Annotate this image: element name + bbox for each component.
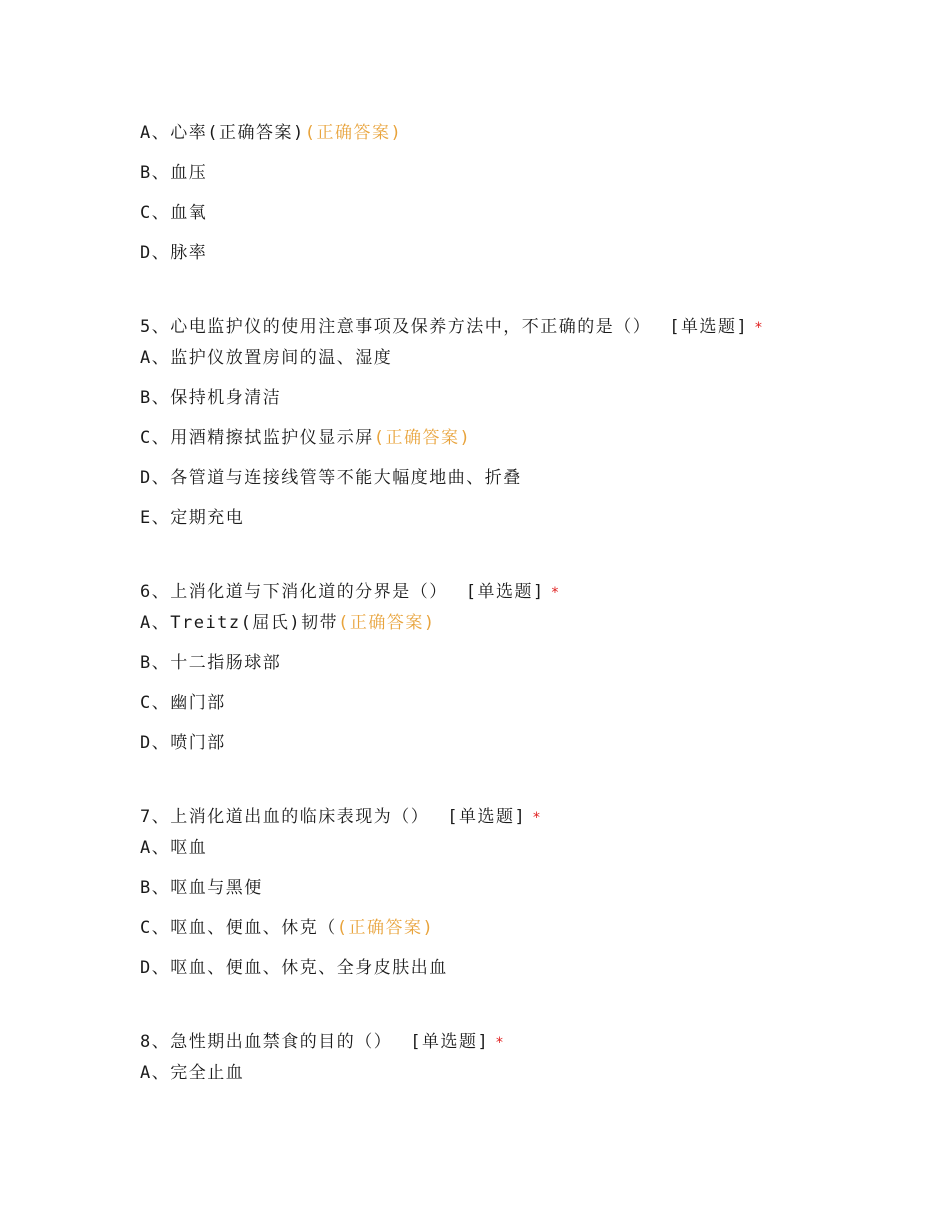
option-q8-a (140, 1062, 244, 1084)
option-q6-c (140, 692, 226, 714)
question-text: 6、上消化道与下消化道的分界是（） (140, 582, 448, 602)
question-text: 7、上消化道出血的临床表现为（） (140, 807, 430, 827)
option-text: C、幽门部 (140, 693, 226, 713)
question-text: 5、心电监护仪的使用注意事项及保养方法中，不正确的是（） (140, 317, 652, 337)
option-text: D、喷门部 (140, 733, 226, 753)
question-text: 8、急性期出血禁食的目的（） (140, 1032, 393, 1052)
option-q7-c (140, 917, 434, 939)
option-text: B、呕血与黑便 (140, 878, 263, 898)
option-q6-a (140, 612, 436, 634)
option-q4-c (140, 202, 207, 224)
option-text: C、血氧 (140, 203, 208, 223)
option-text: A、Treitz(屈氏)韧带 (140, 613, 339, 633)
option-q5-d (140, 467, 522, 489)
question-type: [单选题] (447, 807, 527, 827)
option-q6-b (140, 652, 281, 674)
required-asterisk: * (495, 1035, 506, 1051)
question-5-title (140, 316, 764, 339)
required-asterisk: * (754, 320, 765, 336)
option-text: C、用酒精擦拭监护仪显示屏 (140, 428, 374, 448)
option-q5-c (140, 427, 471, 449)
option-text: A、呕血 (140, 838, 208, 858)
option-text: E、定期充电 (140, 508, 245, 528)
option-q5-a (140, 347, 392, 369)
question-type: [单选题] (465, 582, 545, 602)
required-asterisk: * (532, 810, 543, 826)
correct-answer-marker: (正确答案) (338, 613, 436, 633)
option-text: B、十二指肠球部 (140, 653, 282, 673)
option-q7-a (140, 837, 207, 859)
question-type: [单选题] (669, 317, 749, 337)
option-q4-a (140, 122, 402, 144)
option-text: A、心率(正确答案) (140, 123, 305, 143)
correct-answer-marker: (正确答案) (304, 123, 403, 143)
correct-answer-marker: (正确答案) (373, 428, 472, 448)
question-type: [单选题] (410, 1032, 490, 1052)
option-text: B、保持机身清洁 (140, 388, 282, 408)
required-asterisk: * (550, 585, 561, 601)
option-text: B、血压 (140, 163, 208, 183)
option-q7-d (140, 957, 448, 979)
option-q7-b (140, 877, 263, 899)
option-q5-e (140, 507, 244, 529)
question-6-title (140, 581, 561, 604)
question-7-title (140, 806, 542, 829)
option-q4-d (140, 242, 207, 264)
option-text: D、各管道与连接线管等不能大幅度地曲、折叠 (140, 468, 522, 488)
question-8-title (140, 1031, 505, 1054)
correct-answer-marker: (正确答案) (336, 918, 435, 938)
option-q6-d (140, 732, 226, 754)
option-text: C、呕血、便血、休克（ (140, 918, 337, 938)
option-text: A、完全止血 (140, 1063, 245, 1083)
option-text: D、呕血、便血、休克、全身皮肤出血 (140, 958, 448, 978)
option-text: A、监护仪放置房间的温、湿度 (140, 348, 393, 368)
option-q4-b (140, 162, 207, 184)
option-q5-b (140, 387, 281, 409)
option-text: D、脉率 (140, 243, 208, 263)
